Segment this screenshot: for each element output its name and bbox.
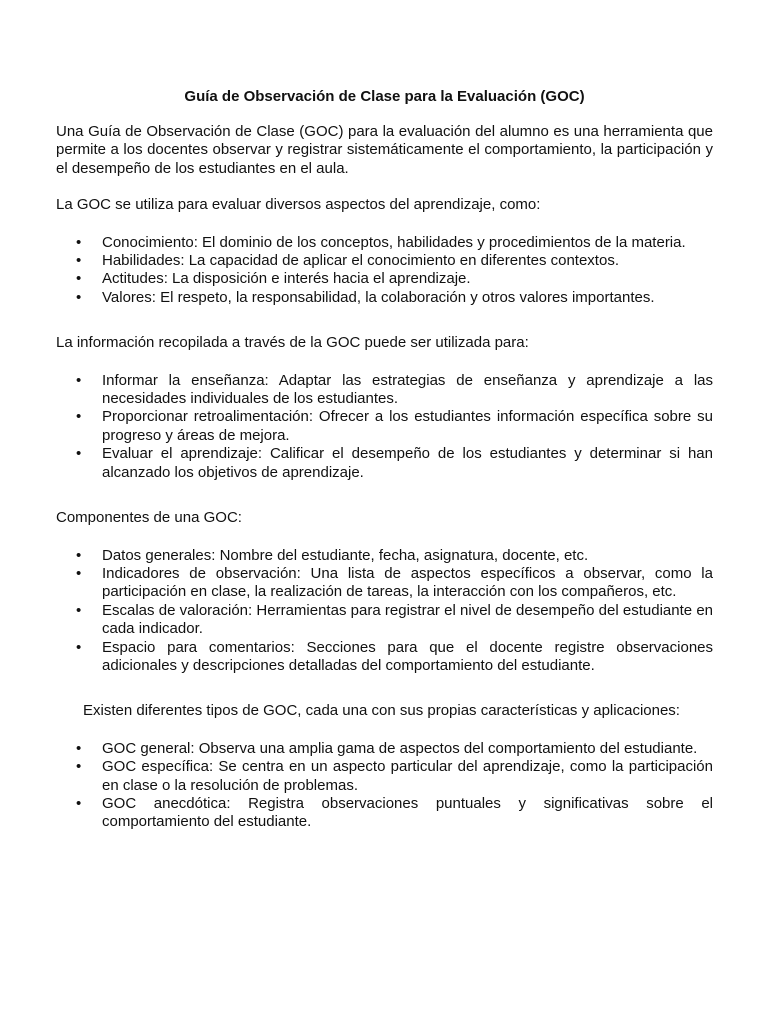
bullet-icon: • [76, 252, 82, 270]
list-item-text: Habilidades: La capacidad de aplicar el conocimiento en diferentes contextos. [102, 252, 619, 270]
bullet-icon: • [76, 794, 82, 812]
list-item [56, 740, 713, 758]
list-item [56, 758, 713, 795]
bullet-list [56, 547, 713, 676]
list-item [56, 289, 713, 307]
list-item-text: Actitudes: La disposición e interés hacia el aprendizaje. [102, 270, 471, 288]
list-item [56, 372, 713, 409]
list-item-text: Escalas de valoración: Herramientas para registrar el nivel de desempeño del estudiante en cada indicador. [102, 601, 713, 638]
list-item [56, 270, 713, 288]
list-item-text: Evaluar el aprendizaje: Calificar el desempeño de los estudiantes y determinar si han alcanzado los objetivos de aprendizaje. [102, 445, 713, 481]
bullet-icon: • [76, 371, 82, 389]
bullet-list [56, 740, 713, 832]
list-item-text: Informar la enseñanza: Adaptar las estrategias de enseñanza y aprendizaje a las necesidades individuales de los estudiantes. [102, 371, 713, 408]
list-item [56, 639, 713, 676]
bullet-icon: • [76, 288, 82, 306]
bullet-list [56, 234, 713, 308]
bullet-icon: • [76, 601, 82, 619]
bullet-icon: • [76, 408, 82, 426]
list-item-text: GOC específica: Se centra en un aspecto particular del aprendizaje, como la participación en clase o la resolución de problemas. [102, 758, 713, 794]
bullet-icon: • [76, 564, 82, 582]
intro-paragraph: Una Guía de Observación de Clase (GOC) para la evaluación del alumno es una herramienta que permite a los docentes observar y registrar sistemáticamente el comportamiento, la participación y el desempeño de los estudiantes en el aula. [56, 123, 713, 177]
list-item [56, 602, 713, 639]
list-item-text: Proporcionar retroalimentación: Ofrecer a los estudiantes información específica sobre su progreso y áreas de mejora. [102, 408, 713, 444]
document-title: Guía de Observación de Clase para la Evaluación (GOC) [184, 88, 585, 105]
list-item-text: GOC anecdótica: Registra observaciones puntuales y significativas sobre el comportamiento del estudiante. [102, 794, 713, 831]
list-item-text: Conocimiento: El dominio de los conceptos, habilidades y procedimientos de la materia. [102, 233, 686, 251]
list-item-text: Datos generales: Nombre del estudiante, fecha, asignatura, docente, etc. [102, 546, 589, 564]
section-lead: La información recopilada a través de la GOC puede ser utilizada para: [56, 334, 529, 352]
document-body [56, 88, 713, 832]
list-item [56, 795, 713, 832]
bullet-icon: • [76, 739, 82, 757]
bullet-icon: • [76, 758, 82, 776]
list-item-text: Indicadores de observación: Una lista de aspectos específicos a observar, como la participación en clase, la realización de tareas, la interacción con los compañeros, etc. [102, 564, 713, 601]
list-item [56, 252, 713, 270]
list-item [56, 565, 713, 602]
bullet-icon: • [76, 270, 82, 288]
list-item [56, 547, 713, 565]
bullet-icon: • [76, 445, 82, 463]
section-lead: Existen diferentes tipos de GOC, cada una con sus propias características y aplicaciones: [83, 702, 680, 720]
list-item-text: GOC general: Observa una amplia gama de aspectos del comportamiento del estudiante. [102, 739, 698, 757]
list-item-text: Valores: El respeto, la responsabilidad, la colaboración y otros valores importantes. [102, 288, 655, 306]
list-item [56, 408, 713, 445]
bullet-icon: • [76, 638, 82, 656]
section-lead: La GOC se utiliza para evaluar diversos aspectos del aprendizaje, como: [56, 196, 541, 214]
list-item [56, 445, 713, 482]
list-item-text: Espacio para comentarios: Secciones para que el docente registre observaciones adicionales y descripciones detalladas del comportamiento del estudiante. [102, 638, 713, 674]
bullet-icon: • [76, 233, 82, 251]
list-item [56, 234, 713, 252]
section-lead: Componentes de una GOC: [56, 509, 242, 527]
bullet-list [56, 372, 713, 482]
bullet-icon: • [76, 546, 82, 564]
